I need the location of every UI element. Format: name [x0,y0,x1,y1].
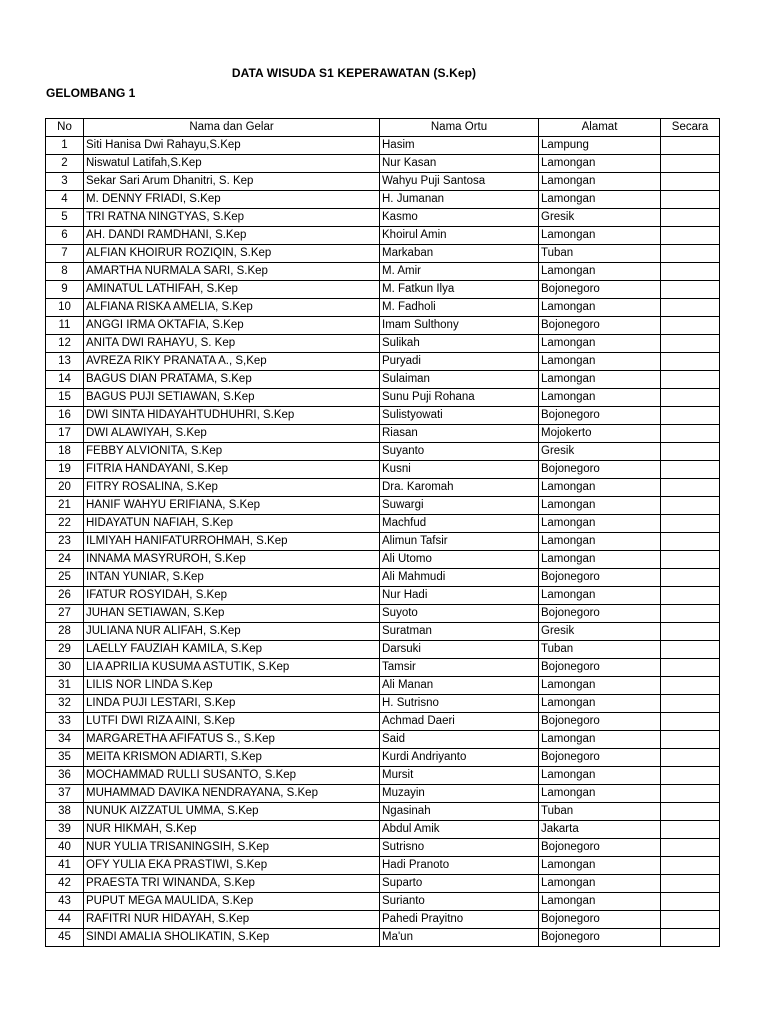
cell-alamat: Lamongan [539,353,661,371]
cell-nama-ortu: Said [380,731,539,749]
table-row [46,443,720,461]
cell-nama-ortu: Muzayin [380,785,539,803]
cell-alamat: Lamongan [539,227,661,245]
cell-no: 33 [46,713,84,731]
table-row [46,875,720,893]
cell-nama-ortu: Kasmo [380,209,539,227]
cell-secara [661,515,720,533]
cell-secara [661,245,720,263]
cell-alamat: Lamongan [539,515,661,533]
cell-nama-ortu: Machfud [380,515,539,533]
cell-no: 7 [46,245,84,263]
cell-nama-dan-gelar: RAFITRI NUR HIDAYAH, S.Kep [84,911,380,929]
cell-no: 41 [46,857,84,875]
cell-nama-ortu: Riasan [380,425,539,443]
cell-nama-ortu: Sulistyowati [380,407,539,425]
cell-secara [661,731,720,749]
graduation-table [45,118,720,947]
table-row [46,659,720,677]
cell-no: 23 [46,533,84,551]
document-title: DATA WISUDA S1 KEPERAWATAN (S.Kep) [231,66,477,80]
cell-alamat: Lamongan [539,389,661,407]
cell-alamat: Tuban [539,245,661,263]
cell-no: 29 [46,641,84,659]
cell-secara [661,407,720,425]
cell-no: 4 [46,191,84,209]
cell-nama-ortu: Imam Sulthony [380,317,539,335]
cell-nama-ortu: M. Amir [380,263,539,281]
cell-nama-ortu: Ali Manan [380,677,539,695]
table-header-row [46,119,720,137]
cell-alamat: Bojonegoro [539,317,661,335]
table-row [46,191,720,209]
cell-nama-dan-gelar: PRAESTA TRI WINANDA, S.Kep [84,875,380,893]
table-row [46,371,720,389]
cell-secara [661,605,720,623]
cell-alamat: Lamongan [539,191,661,209]
table-row [46,803,720,821]
cell-no: 26 [46,587,84,605]
cell-alamat: Gresik [539,623,661,641]
cell-alamat: Lamongan [539,695,661,713]
cell-secara [661,623,720,641]
cell-secara [661,191,720,209]
cell-alamat: Gresik [539,443,661,461]
cell-no: 6 [46,227,84,245]
cell-alamat: Lamongan [539,173,661,191]
cell-no: 28 [46,623,84,641]
cell-nama-dan-gelar: M. DENNY FRIADI, S.Kep [84,191,380,209]
table-row [46,497,720,515]
cell-no: 45 [46,929,84,947]
table-row [46,461,720,479]
header-nama-dan-gelar: Nama dan Gelar [84,119,380,137]
cell-nama-dan-gelar: FITRIA HANDAYANI, S.Kep [84,461,380,479]
cell-nama-dan-gelar: NUNUK AIZZATUL UMMA, S.Kep [84,803,380,821]
table-row [46,155,720,173]
cell-alamat: Lamongan [539,479,661,497]
cell-secara [661,317,720,335]
table-row [46,209,720,227]
cell-nama-dan-gelar: BAGUS DIAN PRATAMA, S.Kep [84,371,380,389]
cell-alamat: Jakarta [539,821,661,839]
cell-alamat: Bojonegoro [539,605,661,623]
table-row [46,695,720,713]
table-row [46,515,720,533]
cell-no: 11 [46,317,84,335]
cell-no: 37 [46,785,84,803]
cell-alamat: Lamongan [539,551,661,569]
cell-secara [661,443,720,461]
cell-no: 15 [46,389,84,407]
table-row [46,389,720,407]
cell-nama-dan-gelar: MARGARETHA AFIFATUS S., S.Kep [84,731,380,749]
table-row [46,929,720,947]
cell-nama-ortu: H. Sutrisno [380,695,539,713]
cell-nama-ortu: Ngasinah [380,803,539,821]
cell-alamat: Bojonegoro [539,713,661,731]
cell-nama-dan-gelar: LUTFI DWI RIZA AINI, S.Kep [84,713,380,731]
cell-secara [661,839,720,857]
cell-alamat: Bojonegoro [539,281,661,299]
cell-nama-ortu: Ali Utomo [380,551,539,569]
table-row [46,623,720,641]
cell-nama-ortu: Puryadi [380,353,539,371]
cell-secara [661,281,720,299]
cell-nama-dan-gelar: DWI ALAWIYAH, S.Kep [84,425,380,443]
cell-nama-ortu: M. Fatkun Ilya [380,281,539,299]
table-row [46,749,720,767]
cell-nama-dan-gelar: LILIS NOR LINDA S.Kep [84,677,380,695]
cell-no: 44 [46,911,84,929]
cell-no: 42 [46,875,84,893]
table-row [46,641,720,659]
cell-nama-dan-gelar: ANITA DWI RAHAYU, S. Kep [84,335,380,353]
cell-no: 18 [46,443,84,461]
cell-secara [661,389,720,407]
table-row [46,605,720,623]
cell-secara [661,713,720,731]
cell-nama-ortu: Dra. Karomah [380,479,539,497]
cell-nama-dan-gelar: INTAN YUNIAR, S.Kep [84,569,380,587]
cell-nama-dan-gelar: AMARTHA NURMALA SARI, S.Kep [84,263,380,281]
cell-secara [661,803,720,821]
cell-alamat: Tuban [539,641,661,659]
cell-no: 9 [46,281,84,299]
cell-nama-dan-gelar: MUHAMMAD DAVIKA NENDRAYANA, S.Kep [84,785,380,803]
cell-no: 25 [46,569,84,587]
cell-nama-ortu: Hasim [380,137,539,155]
cell-nama-dan-gelar: LIA APRILIA KUSUMA ASTUTIK, S.Kep [84,659,380,677]
cell-nama-ortu: Abdul Amik [380,821,539,839]
cell-no: 17 [46,425,84,443]
cell-alamat: Lamongan [539,371,661,389]
cell-no: 40 [46,839,84,857]
cell-nama-dan-gelar: AH. DANDI RAMDHANI, S.Kep [84,227,380,245]
cell-secara [661,263,720,281]
cell-alamat: Bojonegoro [539,407,661,425]
cell-nama-ortu: Suratman [380,623,539,641]
cell-nama-dan-gelar: MEITA KRISMON ADIARTI, S.Kep [84,749,380,767]
cell-alamat: Bojonegoro [539,461,661,479]
cell-alamat: Lamongan [539,587,661,605]
cell-nama-ortu: Nur Hadi [380,587,539,605]
cell-secara [661,911,720,929]
cell-no: 16 [46,407,84,425]
cell-secara [661,677,720,695]
cell-no: 39 [46,821,84,839]
cell-no: 34 [46,731,84,749]
table-row [46,677,720,695]
table-row [46,353,720,371]
cell-secara [661,695,720,713]
cell-secara [661,641,720,659]
cell-nama-dan-gelar: HIDAYATUN NAFIAH, S.Kep [84,515,380,533]
cell-nama-ortu: Suparto [380,875,539,893]
cell-alamat: Lamongan [539,785,661,803]
cell-no: 32 [46,695,84,713]
table-row [46,821,720,839]
cell-nama-dan-gelar: SINDI AMALIA SHOLIKATIN, S.Kep [84,929,380,947]
cell-nama-dan-gelar: FITRY ROSALINA, S.Kep [84,479,380,497]
table-body [46,137,720,947]
cell-nama-dan-gelar: DWI SINTA HIDAYAHTUDHUHRI, S.Kep [84,407,380,425]
cell-alamat: Lamongan [539,767,661,785]
table-row [46,911,720,929]
cell-nama-ortu: Ma'un [380,929,539,947]
cell-secara [661,371,720,389]
cell-secara [661,857,720,875]
cell-no: 20 [46,479,84,497]
cell-alamat: Lamongan [539,533,661,551]
cell-nama-ortu: Khoirul Amin [380,227,539,245]
cell-nama-dan-gelar: HANIF WAHYU ERIFIANA, S.Kep [84,497,380,515]
cell-alamat: Bojonegoro [539,839,661,857]
cell-nama-dan-gelar: AVREZA RIKY PRANATA A., S,Kep [84,353,380,371]
cell-nama-ortu: H. Jumanan [380,191,539,209]
cell-nama-ortu: Sulaiman [380,371,539,389]
cell-no: 43 [46,893,84,911]
cell-secara [661,893,720,911]
cell-nama-dan-gelar: TRI RATNA NINGTYAS, S.Kep [84,209,380,227]
cell-alamat: Lamongan [539,893,661,911]
table-row [46,731,720,749]
cell-secara [661,479,720,497]
cell-no: 30 [46,659,84,677]
cell-nama-ortu: Wahyu Puji Santosa [380,173,539,191]
cell-nama-ortu: Mursit [380,767,539,785]
cell-nama-ortu: Darsuki [380,641,539,659]
cell-nama-ortu: Sulikah [380,335,539,353]
cell-secara [661,227,720,245]
header-nama-ortu: Nama Ortu [380,119,539,137]
table-row [46,551,720,569]
cell-nama-dan-gelar: OFY YULIA EKA PRASTIWI, S.Kep [84,857,380,875]
table-row [46,281,720,299]
table-row [46,479,720,497]
cell-nama-dan-gelar: INNAMA MASYRUROH, S.Kep [84,551,380,569]
cell-nama-dan-gelar: BAGUS PUJI SETIAWAN, S.Kep [84,389,380,407]
cell-secara [661,785,720,803]
cell-secara [661,875,720,893]
cell-nama-dan-gelar: Sekar Sari Arum Dhanitri, S. Kep [84,173,380,191]
table-row [46,245,720,263]
table-row [46,299,720,317]
cell-no: 19 [46,461,84,479]
table-row [46,587,720,605]
cell-nama-dan-gelar: NUR HIKMAH, S.Kep [84,821,380,839]
cell-nama-ortu: Nur Kasan [380,155,539,173]
table-row [46,137,720,155]
cell-nama-ortu: Suyoto [380,605,539,623]
cell-no: 22 [46,515,84,533]
cell-secara [661,461,720,479]
header-no: No [46,119,84,137]
table-row [46,317,720,335]
cell-nama-dan-gelar: NUR YULIA TRISANINGSIH, S.Kep [84,839,380,857]
cell-secara [661,929,720,947]
cell-alamat: Bojonegoro [539,911,661,929]
cell-nama-ortu: Achmad Daeri [380,713,539,731]
table-row [46,839,720,857]
cell-secara [661,209,720,227]
table-row [46,569,720,587]
cell-alamat: Bojonegoro [539,929,661,947]
cell-secara [661,749,720,767]
table-row [46,335,720,353]
cell-nama-ortu: Tamsir [380,659,539,677]
cell-alamat: Tuban [539,803,661,821]
cell-alamat: Lamongan [539,677,661,695]
cell-nama-dan-gelar: IFATUR ROSYIDAH, S.Kep [84,587,380,605]
cell-nama-dan-gelar: LINDA PUJI LESTARI, S.Kep [84,695,380,713]
cell-secara [661,155,720,173]
cell-nama-ortu: Ali Mahmudi [380,569,539,587]
cell-nama-dan-gelar: ILMIYAH HANIFATURROHMAH, S.Kep [84,533,380,551]
cell-alamat: Lamongan [539,263,661,281]
cell-no: 1 [46,137,84,155]
cell-no: 5 [46,209,84,227]
cell-alamat: Lamongan [539,155,661,173]
cell-alamat: Lamongan [539,299,661,317]
cell-nama-ortu: Alimun Tafsir [380,533,539,551]
table-row [46,713,720,731]
cell-nama-dan-gelar: FEBBY ALVIONITA, S.Kep [84,443,380,461]
cell-nama-dan-gelar: MOCHAMMAD RULLI SUSANTO, S.Kep [84,767,380,785]
cell-no: 10 [46,299,84,317]
cell-nama-ortu: Sunu Puji Rohana [380,389,539,407]
table-row [46,173,720,191]
table-row [46,227,720,245]
cell-no: 12 [46,335,84,353]
cell-alamat: Gresik [539,209,661,227]
cell-no: 24 [46,551,84,569]
table-row [46,425,720,443]
header-secara: Secara [661,119,720,137]
cell-nama-ortu: Sutrisno [380,839,539,857]
cell-nama-dan-gelar: LAELLY FAUZIAH KAMILA, S.Kep [84,641,380,659]
cell-secara [661,533,720,551]
table-row [46,893,720,911]
cell-no: 8 [46,263,84,281]
cell-secara [661,137,720,155]
cell-secara [661,569,720,587]
cell-nama-dan-gelar: ALFIAN KHOIRUR ROZIQIN, S.Kep [84,245,380,263]
cell-secara [661,659,720,677]
cell-secara [661,497,720,515]
cell-no: 14 [46,371,84,389]
cell-alamat: Bojonegoro [539,569,661,587]
cell-nama-dan-gelar: Niswatul Latifah,S.Kep [84,155,380,173]
cell-nama-ortu: Markaban [380,245,539,263]
cell-secara [661,767,720,785]
table-row [46,785,720,803]
cell-nama-ortu: Suwargi [380,497,539,515]
cell-nama-dan-gelar: AMINATUL LATHIFAH, S.Kep [84,281,380,299]
table-row [46,857,720,875]
cell-nama-dan-gelar: Siti Hanisa Dwi Rahayu,S.Kep [84,137,380,155]
table-row [46,533,720,551]
cell-secara [661,335,720,353]
table-row [46,767,720,785]
cell-no: 31 [46,677,84,695]
cell-secara [661,821,720,839]
cell-no: 2 [46,155,84,173]
cell-nama-ortu: Suyanto [380,443,539,461]
cell-no: 27 [46,605,84,623]
document-subtitle: GELOMBANG 1 [46,86,136,100]
cell-no: 3 [46,173,84,191]
cell-nama-ortu: Hadi Pranoto [380,857,539,875]
cell-no: 13 [46,353,84,371]
cell-nama-dan-gelar: JULIANA NUR ALIFAH, S.Kep [84,623,380,641]
cell-secara [661,425,720,443]
table-row [46,263,720,281]
cell-nama-ortu: Surianto [380,893,539,911]
cell-no: 35 [46,749,84,767]
cell-nama-ortu: Pahedi Prayitno [380,911,539,929]
cell-alamat: Lamongan [539,335,661,353]
cell-alamat: Lamongan [539,731,661,749]
cell-no: 21 [46,497,84,515]
cell-secara [661,173,720,191]
cell-alamat: Bojonegoro [539,659,661,677]
cell-alamat: Lampung [539,137,661,155]
cell-nama-dan-gelar: PUPUT MEGA MAULIDA, S.Kep [84,893,380,911]
cell-nama-dan-gelar: ANGGI IRMA OKTAFIA, S.Kep [84,317,380,335]
header-alamat: Alamat [539,119,661,137]
cell-nama-dan-gelar: JUHAN SETIAWAN, S.Kep [84,605,380,623]
cell-secara [661,299,720,317]
table-row [46,407,720,425]
cell-alamat: Mojokerto [539,425,661,443]
cell-no: 38 [46,803,84,821]
cell-no: 36 [46,767,84,785]
cell-secara [661,353,720,371]
cell-alamat: Lamongan [539,875,661,893]
cell-alamat: Bojonegoro [539,749,661,767]
cell-nama-dan-gelar: ALFIANA RISKA AMELIA, S.Kep [84,299,380,317]
cell-alamat: Lamongan [539,497,661,515]
cell-nama-ortu: M. Fadholi [380,299,539,317]
cell-nama-ortu: Kusni [380,461,539,479]
cell-secara [661,587,720,605]
cell-nama-ortu: Kurdi Andriyanto [380,749,539,767]
cell-secara [661,551,720,569]
cell-alamat: Lamongan [539,857,661,875]
